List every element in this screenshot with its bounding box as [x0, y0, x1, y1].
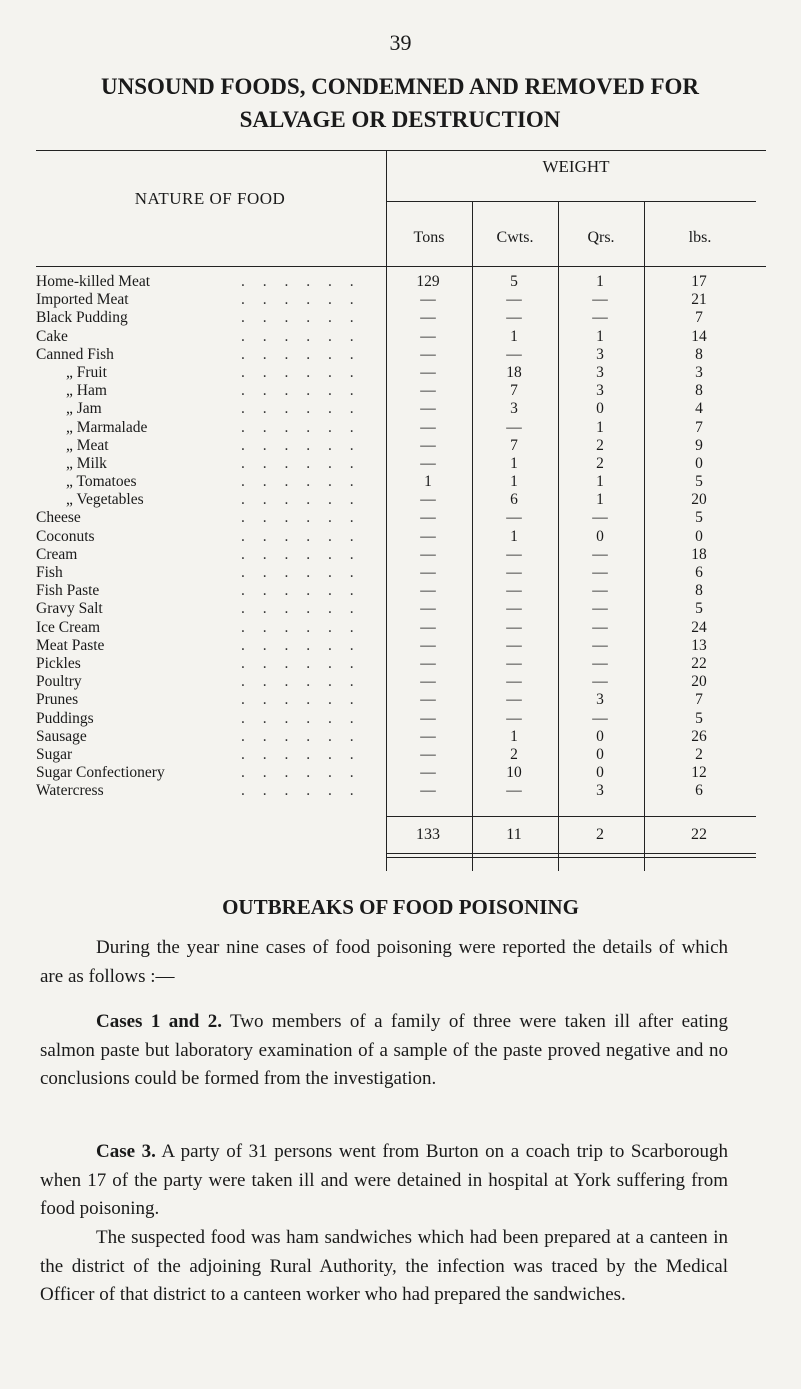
- case-3-paragraph: [40, 1138, 728, 1224]
- intro-paragraph: During the year nine cases of food poisoning were reported the details of which are as follows :—: [40, 937, 728, 987]
- title-line-1: UNSOUND FOODS, CONDEMNED AND REMOVED FOR: [100, 74, 699, 99]
- cell-lbs: 7: [695, 691, 703, 709]
- total-tons: 133: [416, 826, 440, 844]
- table-row: [36, 455, 766, 473]
- cell-tons: —: [420, 691, 436, 709]
- food-name: „ Milk: [66, 454, 107, 472]
- table-row: [36, 655, 766, 673]
- leader-dots: . . . . . .: [241, 382, 361, 400]
- table-row: [36, 382, 766, 400]
- leader-dots: . . . . . .: [241, 273, 361, 290]
- cell-lbs: 20: [691, 673, 707, 691]
- leader-dots: . . . . . .: [241, 436, 361, 454]
- cell-tons: —: [420, 673, 436, 691]
- leader-dots: . . . . . .: [241, 491, 361, 509]
- cell-lbs: 2: [695, 745, 703, 763]
- total-cwts: 11: [506, 826, 522, 844]
- cell-tons: —: [420, 545, 436, 563]
- leader-dots: . . . . . .: [241, 564, 361, 581]
- leader-dots: . . . . . .: [241, 509, 361, 527]
- cell-cwts: —: [506, 564, 522, 581]
- food-name: Pickles: [36, 654, 81, 672]
- cell-lbs: 6: [695, 564, 703, 581]
- table-row: [36, 473, 766, 491]
- leader-dots: . . . . . .: [241, 345, 361, 363]
- food-name: Sausage: [36, 727, 87, 745]
- cell-tons: —: [420, 509, 436, 527]
- cell-cwts: —: [506, 618, 522, 636]
- leader-dots: . . . . . .: [241, 473, 361, 491]
- cell-tons: 129: [416, 273, 440, 290]
- cell-cwts: —: [506, 309, 522, 327]
- food-name: Black Pudding: [36, 309, 128, 327]
- cell-tons: —: [420, 291, 436, 309]
- table-row: [36, 546, 766, 564]
- leader-dots: . . . . . .: [241, 782, 361, 800]
- leader-dots: . . . . . .: [241, 291, 361, 309]
- table-row: [36, 346, 766, 364]
- food-name: Gravy Salt: [36, 600, 103, 618]
- cell-cwts: 7: [510, 436, 518, 454]
- cell-lbs: 12: [691, 764, 707, 782]
- cell-lbs: 8: [695, 582, 703, 600]
- leader-dots: . . . . . .: [241, 709, 361, 727]
- table-row: [36, 710, 766, 728]
- case-3-label: Case 3.: [96, 1141, 156, 1162]
- food-name: Fish Paste: [36, 582, 100, 600]
- cell-cwts: 1: [510, 527, 518, 545]
- table-row: [36, 691, 766, 709]
- case-3-text: A party of 31 persons went from Burton on a coach trip to Scarborough when 17 of the party were taken ill and were detained in hospital at York suffering from food poisoning.: [40, 1141, 728, 1219]
- cell-qrs: 1: [596, 273, 604, 290]
- cell-tons: —: [420, 309, 436, 327]
- cell-tons: —: [420, 382, 436, 400]
- leader-dots: . . . . . .: [241, 764, 361, 782]
- cell-qrs: —: [592, 545, 608, 563]
- table-body: [36, 267, 766, 800]
- food-name: „ Fruit: [66, 363, 107, 381]
- cell-qrs: 3: [596, 691, 604, 709]
- cell-tons: —: [420, 654, 436, 672]
- table-row: [36, 419, 766, 437]
- cell-cwts: —: [506, 291, 522, 309]
- cell-cwts: —: [506, 418, 522, 436]
- food-name: Prunes: [36, 691, 79, 709]
- totals-row: [386, 816, 756, 853]
- cell-lbs: 24: [691, 618, 707, 636]
- unsound-foods-table: [36, 150, 766, 859]
- cell-lbs: 14: [691, 327, 707, 345]
- leader-dots: . . . . . .: [241, 400, 361, 418]
- cell-qrs: 1: [596, 418, 604, 436]
- cell-qrs: —: [592, 582, 608, 600]
- leader-dots: . . . . . .: [241, 745, 361, 763]
- title-line-2: SALVAGE OR DESTRUCTION: [239, 107, 561, 132]
- cell-cwts: 1: [510, 727, 518, 745]
- cell-lbs: 4: [695, 400, 703, 418]
- cell-qrs: —: [592, 618, 608, 636]
- table-row: [36, 291, 766, 309]
- cell-tons: —: [420, 436, 436, 454]
- table-row: [36, 764, 766, 782]
- cell-cwts: 10: [506, 764, 522, 782]
- cell-lbs: 3: [695, 363, 703, 381]
- page-number: 39: [389, 30, 412, 55]
- cell-lbs: 0: [695, 527, 703, 545]
- cell-qrs: 0: [596, 527, 604, 545]
- cell-tons: 1: [424, 473, 432, 491]
- cell-qrs: 2: [596, 454, 604, 472]
- case-1-2-label: Cases 1 and 2.: [96, 1011, 222, 1032]
- cell-tons: —: [420, 600, 436, 618]
- food-name: „ Meat: [66, 436, 109, 454]
- col-cwts-header: Cwts.: [496, 229, 534, 246]
- food-name: Coconuts: [36, 527, 95, 545]
- cell-cwts: 6: [510, 491, 518, 509]
- food-name: Ice Cream: [36, 618, 101, 636]
- cell-qrs: —: [592, 654, 608, 672]
- cell-qrs: 3: [596, 382, 604, 400]
- cell-qrs: 0: [596, 764, 604, 782]
- table-row: [36, 437, 766, 455]
- case-1-2-text: Two members of a family of three were taken ill after eating salmon paste but laboratory examination of a sample of the paste proved negative and no conclusions could be formed from the investigation.: [40, 1011, 729, 1089]
- cell-cwts: —: [506, 691, 522, 709]
- cell-qrs: 1: [596, 491, 604, 509]
- food-name: Sugar Confectionery: [36, 764, 165, 782]
- cell-tons: —: [420, 764, 436, 782]
- cell-lbs: 8: [695, 382, 703, 400]
- cell-lbs: 0: [695, 454, 703, 472]
- cell-lbs: 9: [695, 436, 703, 454]
- cell-lbs: 20: [691, 491, 707, 509]
- cell-lbs: 6: [695, 782, 703, 800]
- food-name: „ Marmalade: [66, 418, 148, 436]
- leader-dots: . . . . . .: [241, 727, 361, 745]
- food-name: Cake: [36, 327, 68, 345]
- cell-tons: —: [420, 782, 436, 800]
- cell-lbs: 5: [695, 509, 703, 527]
- leader-dots: . . . . . .: [241, 363, 361, 381]
- leader-dots: . . . . . .: [241, 618, 361, 636]
- cell-tons: —: [420, 709, 436, 727]
- cell-lbs: 26: [691, 727, 707, 745]
- table-row: [36, 619, 766, 637]
- case-1-2-paragraph: [40, 1008, 728, 1094]
- food-name: Sugar: [36, 745, 73, 763]
- col-tons-header: Tons: [413, 229, 445, 246]
- food-name: Cheese: [36, 509, 81, 527]
- cell-lbs: 5: [695, 600, 703, 618]
- table-row: [36, 400, 766, 418]
- table-row: [36, 309, 766, 327]
- table-row: [36, 564, 766, 582]
- table-row: [36, 364, 766, 382]
- cell-qrs: 1: [596, 327, 604, 345]
- cell-cwts: —: [506, 345, 522, 363]
- cell-tons: —: [420, 618, 436, 636]
- food-name: Poultry: [36, 673, 82, 691]
- cell-tons: —: [420, 363, 436, 381]
- food-name: „ Tomatoes: [66, 473, 137, 491]
- case-3-continued-paragraph: The suspected food was ham sandwiches which had been prepared at a canteen in the district of the adjoining Rural Authority, the infection was traced by the Medical Officer of that district to a canteen worker who had prepared the sandwiches.: [40, 1227, 728, 1305]
- cell-qrs: 3: [596, 345, 604, 363]
- table-row: [36, 328, 766, 346]
- leader-dots: . . . . . .: [241, 545, 361, 563]
- leader-dots: . . . . . .: [241, 582, 361, 600]
- total-lbs: 22: [691, 826, 707, 844]
- cell-cwts: —: [506, 673, 522, 691]
- cell-tons: —: [420, 454, 436, 472]
- cell-tons: —: [420, 327, 436, 345]
- cell-tons: —: [420, 636, 436, 654]
- table-row: [36, 582, 766, 600]
- cell-lbs: 17: [691, 273, 707, 290]
- cell-cwts: —: [506, 654, 522, 672]
- food-name: „ Vegetables: [66, 491, 144, 509]
- cell-cwts: 1: [510, 473, 518, 491]
- cell-cwts: —: [506, 582, 522, 600]
- cell-tons: —: [420, 418, 436, 436]
- cell-lbs: 21: [691, 291, 707, 309]
- cell-tons: —: [420, 491, 436, 509]
- col-lbs-header: lbs.: [688, 229, 712, 246]
- table-row: [36, 637, 766, 655]
- leader-dots: . . . . . .: [241, 418, 361, 436]
- cell-qrs: —: [592, 291, 608, 309]
- cell-qrs: —: [592, 709, 608, 727]
- leader-dots: . . . . . .: [241, 691, 361, 709]
- cell-cwts: —: [506, 545, 522, 563]
- leader-dots: . . . . . .: [241, 454, 361, 472]
- weight-header: WEIGHT: [542, 157, 610, 176]
- cell-qrs: —: [592, 600, 608, 618]
- cell-qrs: —: [592, 564, 608, 581]
- food-name: „ Jam: [66, 400, 102, 418]
- food-name: Meat Paste: [36, 636, 105, 654]
- totals-double-rule: [386, 853, 756, 858]
- table-row: [36, 491, 766, 509]
- cell-qrs: 0: [596, 745, 604, 763]
- food-name: „ Ham: [66, 382, 107, 400]
- cell-tons: —: [420, 727, 436, 745]
- cell-cwts: —: [506, 782, 522, 800]
- cell-qrs: —: [592, 309, 608, 327]
- header-divider: [386, 201, 756, 202]
- cell-qrs: 2: [596, 436, 604, 454]
- cell-qrs: —: [592, 509, 608, 527]
- cell-tons: —: [420, 345, 436, 363]
- cell-cwts: 1: [510, 454, 518, 472]
- cell-lbs: 7: [695, 418, 703, 436]
- table-row: [36, 746, 766, 764]
- cell-lbs: 8: [695, 345, 703, 363]
- cell-lbs: 22: [691, 654, 707, 672]
- cell-tons: —: [420, 582, 436, 600]
- cell-cwts: 7: [510, 382, 518, 400]
- table-row: [36, 782, 766, 800]
- leader-dots: . . . . . .: [241, 309, 361, 327]
- food-name: Canned Fish: [36, 345, 114, 363]
- leader-dots: . . . . . .: [241, 636, 361, 654]
- cell-cwts: 2: [510, 745, 518, 763]
- cell-cwts: —: [506, 709, 522, 727]
- leader-dots: . . . . . .: [241, 527, 361, 545]
- section-title: OUTBREAKS OF FOOD POISONING: [222, 895, 579, 919]
- food-name: Home-killed Meat: [36, 273, 151, 290]
- table-row: [36, 273, 766, 291]
- cell-tons: —: [420, 564, 436, 581]
- page-title: [40, 70, 760, 136]
- table-row: [36, 673, 766, 691]
- cell-cwts: 3: [510, 400, 518, 418]
- cell-cwts: 18: [506, 363, 522, 381]
- leader-dots: . . . . . .: [241, 673, 361, 691]
- cell-lbs: 7: [695, 309, 703, 327]
- table-row: [36, 600, 766, 618]
- cell-cwts: —: [506, 600, 522, 618]
- cell-qrs: 3: [596, 782, 604, 800]
- food-name: Cream: [36, 545, 78, 563]
- food-name: Watercress: [36, 782, 104, 800]
- cell-lbs: 18: [691, 545, 707, 563]
- cell-cwts: 1: [510, 327, 518, 345]
- cell-qrs: 0: [596, 727, 604, 745]
- cell-cwts: 5: [510, 273, 518, 290]
- table-row: [36, 728, 766, 746]
- cell-cwts: —: [506, 509, 522, 527]
- cell-lbs: 5: [695, 473, 703, 491]
- table-row: [36, 509, 766, 527]
- table-header: [36, 150, 766, 267]
- cell-qrs: 1: [596, 473, 604, 491]
- col-qrs-header: Qrs.: [587, 229, 615, 246]
- cell-tons: —: [420, 745, 436, 763]
- nature-of-food-header: NATURE OF FOOD: [134, 189, 286, 208]
- cell-tons: —: [420, 400, 436, 418]
- cell-lbs: 5: [695, 709, 703, 727]
- leader-dots: . . . . . .: [241, 327, 361, 345]
- food-name: Imported Meat: [36, 291, 129, 309]
- cell-qrs: 0: [596, 400, 604, 418]
- cell-tons: —: [420, 527, 436, 545]
- cell-qrs: —: [592, 673, 608, 691]
- food-name: Fish: [36, 564, 63, 581]
- leader-dots: . . . . . .: [241, 600, 361, 618]
- cell-lbs: 13: [691, 636, 707, 654]
- food-name: Puddings: [36, 709, 94, 727]
- total-qrs: 2: [596, 826, 604, 844]
- cell-cwts: —: [506, 636, 522, 654]
- cell-qrs: 3: [596, 363, 604, 381]
- leader-dots: . . . . . .: [241, 654, 361, 672]
- cell-qrs: —: [592, 636, 608, 654]
- table-row: [36, 528, 766, 546]
